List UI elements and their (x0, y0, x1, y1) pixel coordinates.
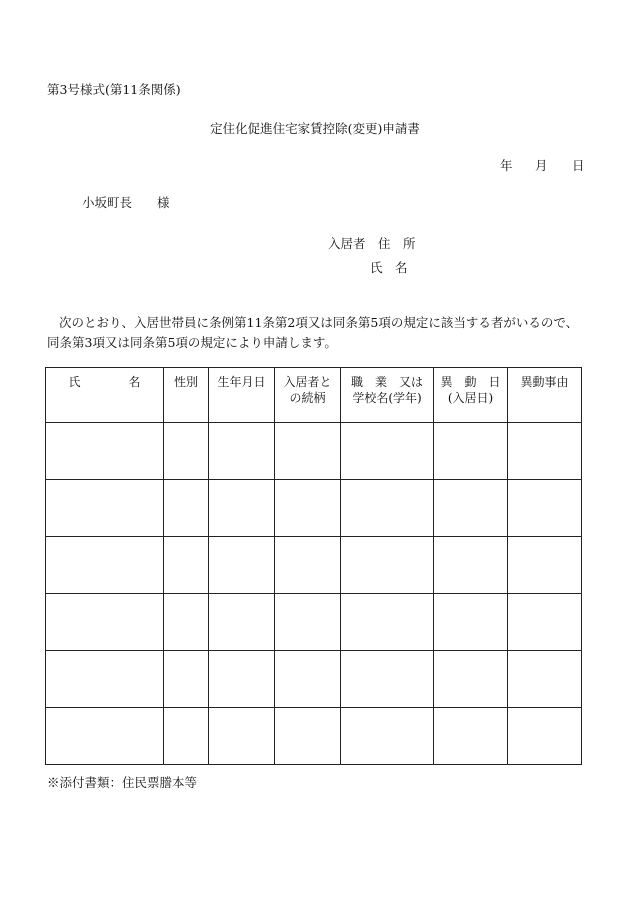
table-cell[interactable] (275, 708, 341, 765)
household-members-table (45, 367, 582, 765)
table-cell[interactable] (164, 480, 209, 537)
table-cell[interactable] (508, 594, 582, 651)
applicant-address-label: 入居者 住 所 (328, 236, 416, 251)
table-cell[interactable] (434, 594, 508, 651)
table-cell[interactable] (341, 651, 434, 708)
date-line (500, 156, 585, 174)
table-cell[interactable] (341, 480, 434, 537)
column-header-relationship: 入居者と の続柄 (275, 368, 341, 423)
table-cell[interactable] (164, 423, 209, 480)
column-header-change-reason: 異動事由 (508, 368, 582, 423)
table-cell[interactable] (209, 594, 275, 651)
table-row (46, 651, 582, 708)
table-cell[interactable] (275, 480, 341, 537)
column-header-occupation: 職 業 又は 学校名(学年) (341, 368, 434, 423)
table-row (46, 594, 582, 651)
table-cell[interactable] (209, 537, 275, 594)
attachment-note: ※添付書類：住民票謄本等 (47, 775, 198, 790)
table-cell[interactable] (164, 651, 209, 708)
table-cell[interactable] (164, 708, 209, 765)
date-year: 年 (500, 158, 513, 173)
table-cell[interactable] (434, 537, 508, 594)
table-cell[interactable] (46, 423, 164, 480)
table-cell[interactable] (46, 480, 164, 537)
table-cell[interactable] (508, 480, 582, 537)
table-row (46, 537, 582, 594)
table-cell[interactable] (508, 423, 582, 480)
table-cell[interactable] (508, 708, 582, 765)
form-number: 第3号様式(第11条関係) (47, 82, 181, 97)
table-row (46, 480, 582, 537)
table-cell[interactable] (341, 708, 434, 765)
table-cell[interactable] (434, 480, 508, 537)
date-month: 月 (535, 158, 548, 173)
table-row (46, 708, 582, 765)
table-header-row (46, 368, 582, 423)
table-cell[interactable] (275, 537, 341, 594)
table-cell[interactable] (275, 594, 341, 651)
table-cell[interactable] (275, 423, 341, 480)
table-cell[interactable] (508, 537, 582, 594)
column-header-change-date: 異 動 日 (入居日) (434, 368, 508, 423)
table-cell[interactable] (46, 651, 164, 708)
table-cell[interactable] (209, 708, 275, 765)
table-cell[interactable] (341, 594, 434, 651)
table-cell[interactable] (434, 423, 508, 480)
column-header-birthdate: 生年月日 (209, 368, 275, 423)
date-day: 日 (572, 158, 585, 173)
table-cell[interactable] (434, 651, 508, 708)
table-cell[interactable] (164, 537, 209, 594)
table-cell[interactable] (275, 651, 341, 708)
table-cell[interactable] (508, 651, 582, 708)
table-row (46, 423, 582, 480)
addressee: 小坂町長 様 (82, 195, 170, 210)
table-cell[interactable] (341, 423, 434, 480)
table-cell[interactable] (434, 708, 508, 765)
table-cell[interactable] (209, 651, 275, 708)
table-cell[interactable] (341, 537, 434, 594)
column-header-name: 氏 名 (46, 368, 164, 423)
table-cell[interactable] (46, 708, 164, 765)
applicant-name-label: 氏 名 (370, 260, 408, 275)
table-cell[interactable] (46, 594, 164, 651)
table-cell[interactable] (46, 537, 164, 594)
body-text: 次のとおり、入居世帯員に条例第11条第2項又は同条第5項の規定に該当する者がいるので、同条第3項又は同条第5項の規定により申請します。 (47, 315, 579, 350)
table-cell[interactable] (209, 423, 275, 480)
table-cell[interactable] (209, 480, 275, 537)
column-header-sex: 性別 (164, 368, 209, 423)
table-cell[interactable] (164, 594, 209, 651)
document-title: 定住化促進住宅家賃控除(変更)申請書 (210, 121, 420, 136)
